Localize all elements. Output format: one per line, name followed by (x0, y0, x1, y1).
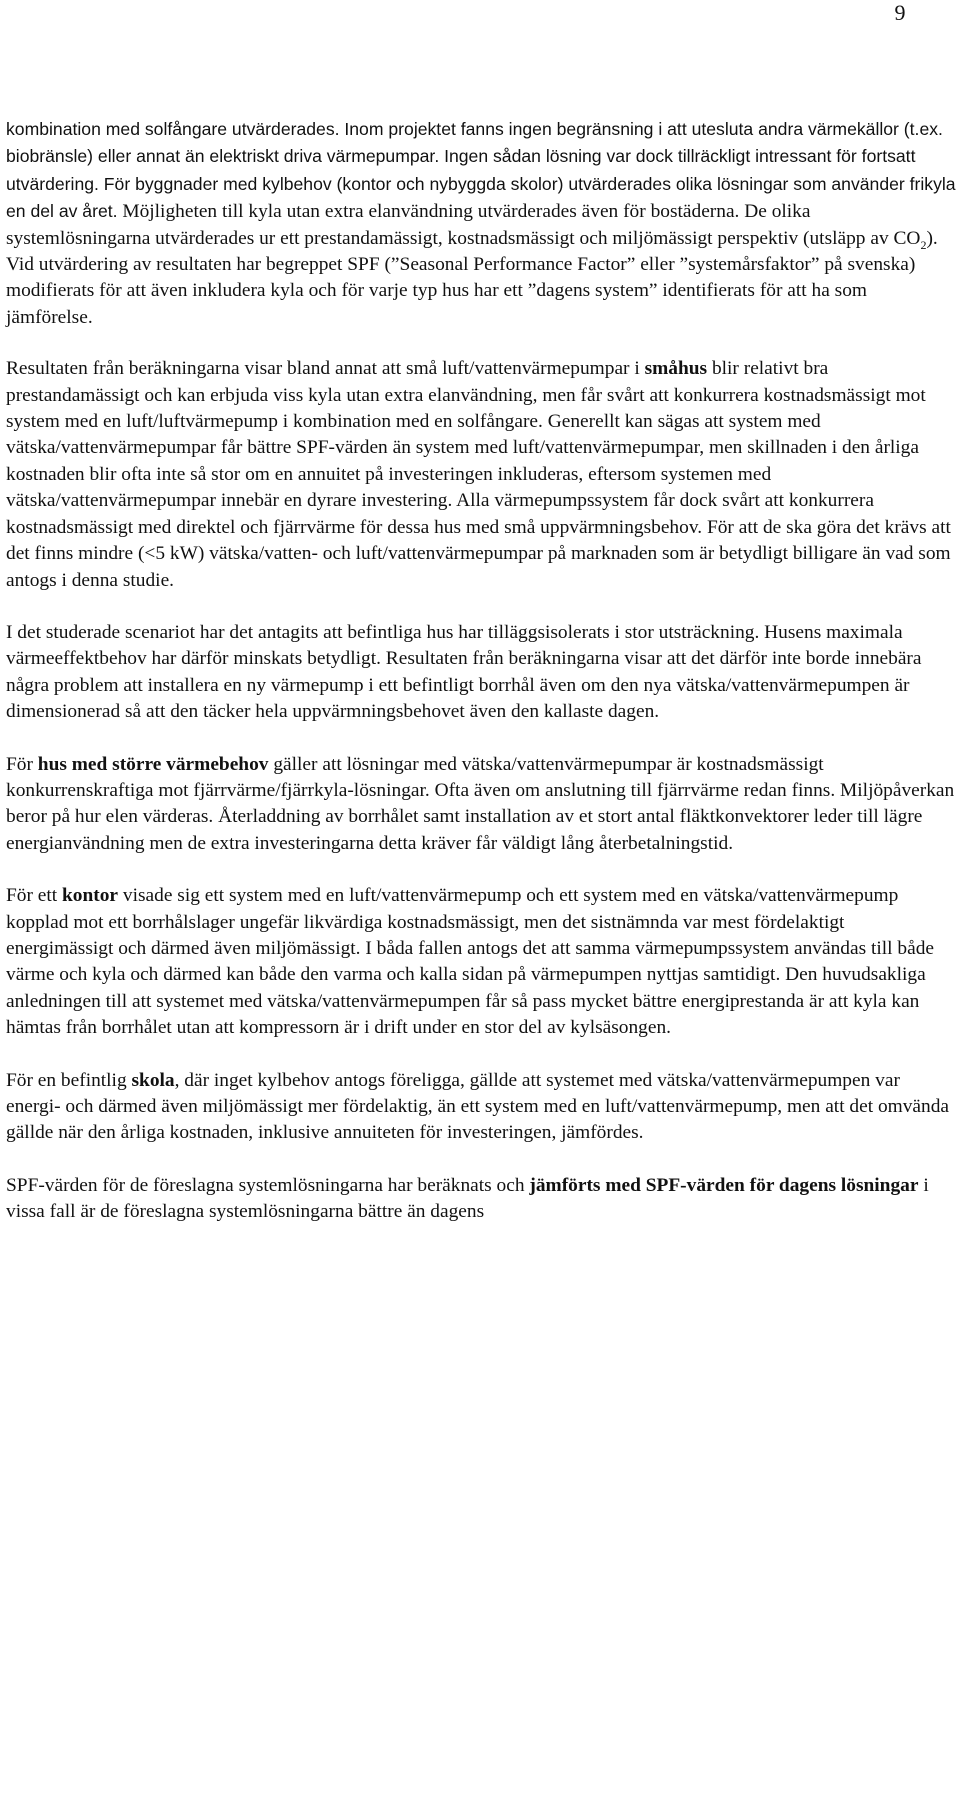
paragraph-segment: För ett (6, 885, 63, 907)
bold-term-kontor: kontor (62, 885, 119, 907)
document-body (6, 116, 956, 1252)
paragraph-school (6, 1068, 956, 1147)
paragraph-segment: visade sig ett system med en luft/vattenvärmepump och ett system med en vätska/vattenvärmepump kopplad mot ett borrhålslager ungefär likvärdiga kostnadsmässigt, men det sistnämnda var mest fördelaktigt energimässigt och därmed även miljömässigt. I båda fallen antogs det att samma värmepumpssystem användas till både värme och kyla och därmed kan både den varma och kalla sidan på värmepumpen nyttjas samtidigt. Den huvudsakliga anledningen till att systemet med vätska/vattenvärmepumpen får så pass mycket bättre energiprestanda är att kyla kan hämtas från borrhålet utan att kompressorn är i drift under en stor del av kylsäsongen. (6, 885, 934, 1039)
bold-term-skola: skola (131, 1069, 175, 1091)
paragraph-segment: i vissa fall är de föreslagna systemlösningarna bättre än dagens (6, 1174, 929, 1223)
paragraph-small-houses (6, 356, 956, 594)
paragraph-segment: ). Vid utvärdering av resultaten har begreppet SPF (”Seasonal Performance Factor” eller ”systemårsfaktor” på svenska) modifierats för att även inkludera kyla och för varje typ hus har ett ”dagens system” identifierats för att ha som jämförelse. (6, 227, 938, 328)
paragraph-segment: För en befintlig (6, 1069, 132, 1091)
paragraph-segment: , där inget kylbehov antogs föreligga, gällde att systemet med vätska/vattenvärmepumpen var energi- och därmed även miljömässigt mer fördelaktig, än ett system med en luft/vattenvärmepump, men att det omvända gällde när den årliga kostnaden, inklusive annuiteten för investeringen, jämfördes. (6, 1069, 950, 1144)
paragraph-segment: kombination med solfångare utvärderades. Inom projektet fanns ingen begränsning i att utesluta andra värmekällor (t.ex. biobränsle) eller annat än elektriskt driva värmepumpar. Ingen sådan lösning var dock tillräckligt intressant för fortsatt utvärdering. För byggnader med kylbehov (kontor och nybyggda skolor) utvärderades olika lösningar som använder frikyla en del av året. (6, 119, 956, 222)
paragraph-system-evaluation (6, 116, 956, 331)
paragraph-spf-comparison (6, 1173, 956, 1226)
paragraph-segment: För (6, 753, 38, 775)
paragraph-office (6, 883, 956, 1041)
bold-term-jamfort-med-spf: jämförts med SPF-värden för dagens lösningar (529, 1174, 919, 1196)
paragraph-larger-houses (6, 752, 956, 858)
bold-term-smahus: småhus (644, 358, 708, 380)
bold-term-hus-med-storre-varmebehov: hus med större värmebehov (37, 753, 269, 775)
paragraph-segment: SPF-värden för de föreslagna systemlösningarna har beräknats och (6, 1174, 530, 1196)
paragraph-segment: blir relativt bra prestandamässigt och kan erbjuda viss kyla utan extra elanvändning, men får svårt att konkurrera kostnadsmässigt mot system med en luft/luftvärmepump i kombination med en solfångare. Generellt kan sägas att system med vätska/vattenvärmepumpar får bättre SPF-värden än system med luft/vattenvärmepumpar, men skillnaden i den årliga kostnaden blir ofta inte så stor om en annuitet på investeringen inkluderas, eftersom systemen med vätska/vattenvärmepumpar innebär en dyrare investering. Alla värmepumpssystem får dock svårt att konkurrera kostnadsmässigt med direktel och fjärrvärme för dessa hus med små uppvärmningsbehov. För att de ska göra det krävs att det finns mindre (<5 kW) vätska/vatten- och luft/vattenvärmepumpar på marknaden som är betydligt billigare än vad som antogs i denna studie. (6, 358, 951, 591)
paragraph-segment: Möjligheten till kyla utan extra elanvändning utvärderades även för bostäderna. De olika systemlösningarna utvärderades ur ett prestandamässigt, kostnadsmässigt och miljömässigt perspektiv (utsläpp av CO (6, 201, 921, 249)
page-number: 9 (894, 0, 906, 25)
paragraph-segment: gäller att lösningar med vätska/vattenvärmepumpar är kostnadsmässigt konkurrenskraftiga mot fjärrvärme/fjärrkyla-lösningar. Ofta även om anslutning till fjärrvärme redan finns. Miljöpåverkan beror på hur elen värderas. Återladdning av borrhålet samt installation av et stort antal fläktkonvektorer leder till lägre energianvändning men de extra investeringarna detta kräver får väldigt lång återbetalningstid. (6, 753, 955, 854)
paragraph-segment: I det studerade scenariot har det antagits att befintliga hus har tilläggsisolerats i stor utsträckning. Husens maximala värmeeffektbehov har därför minskats betydligt. Resultaten från beräkningarna visar att det därför inte borde innebära några problem att installera en ny värmepump i ett befintligt borrhål även om den nya vätska/vattenvärmepumpen är dimensionerad så att den täcker hela uppvärmningsbehovet även den kallaste dagen. (6, 621, 922, 723)
subscript-2: 2 (920, 237, 927, 252)
paragraph-segment: Resultaten från beräkningarna visar bland annat att små luft/vattenvärmepumpar i (6, 358, 645, 380)
paragraph-scenario (6, 620, 956, 726)
